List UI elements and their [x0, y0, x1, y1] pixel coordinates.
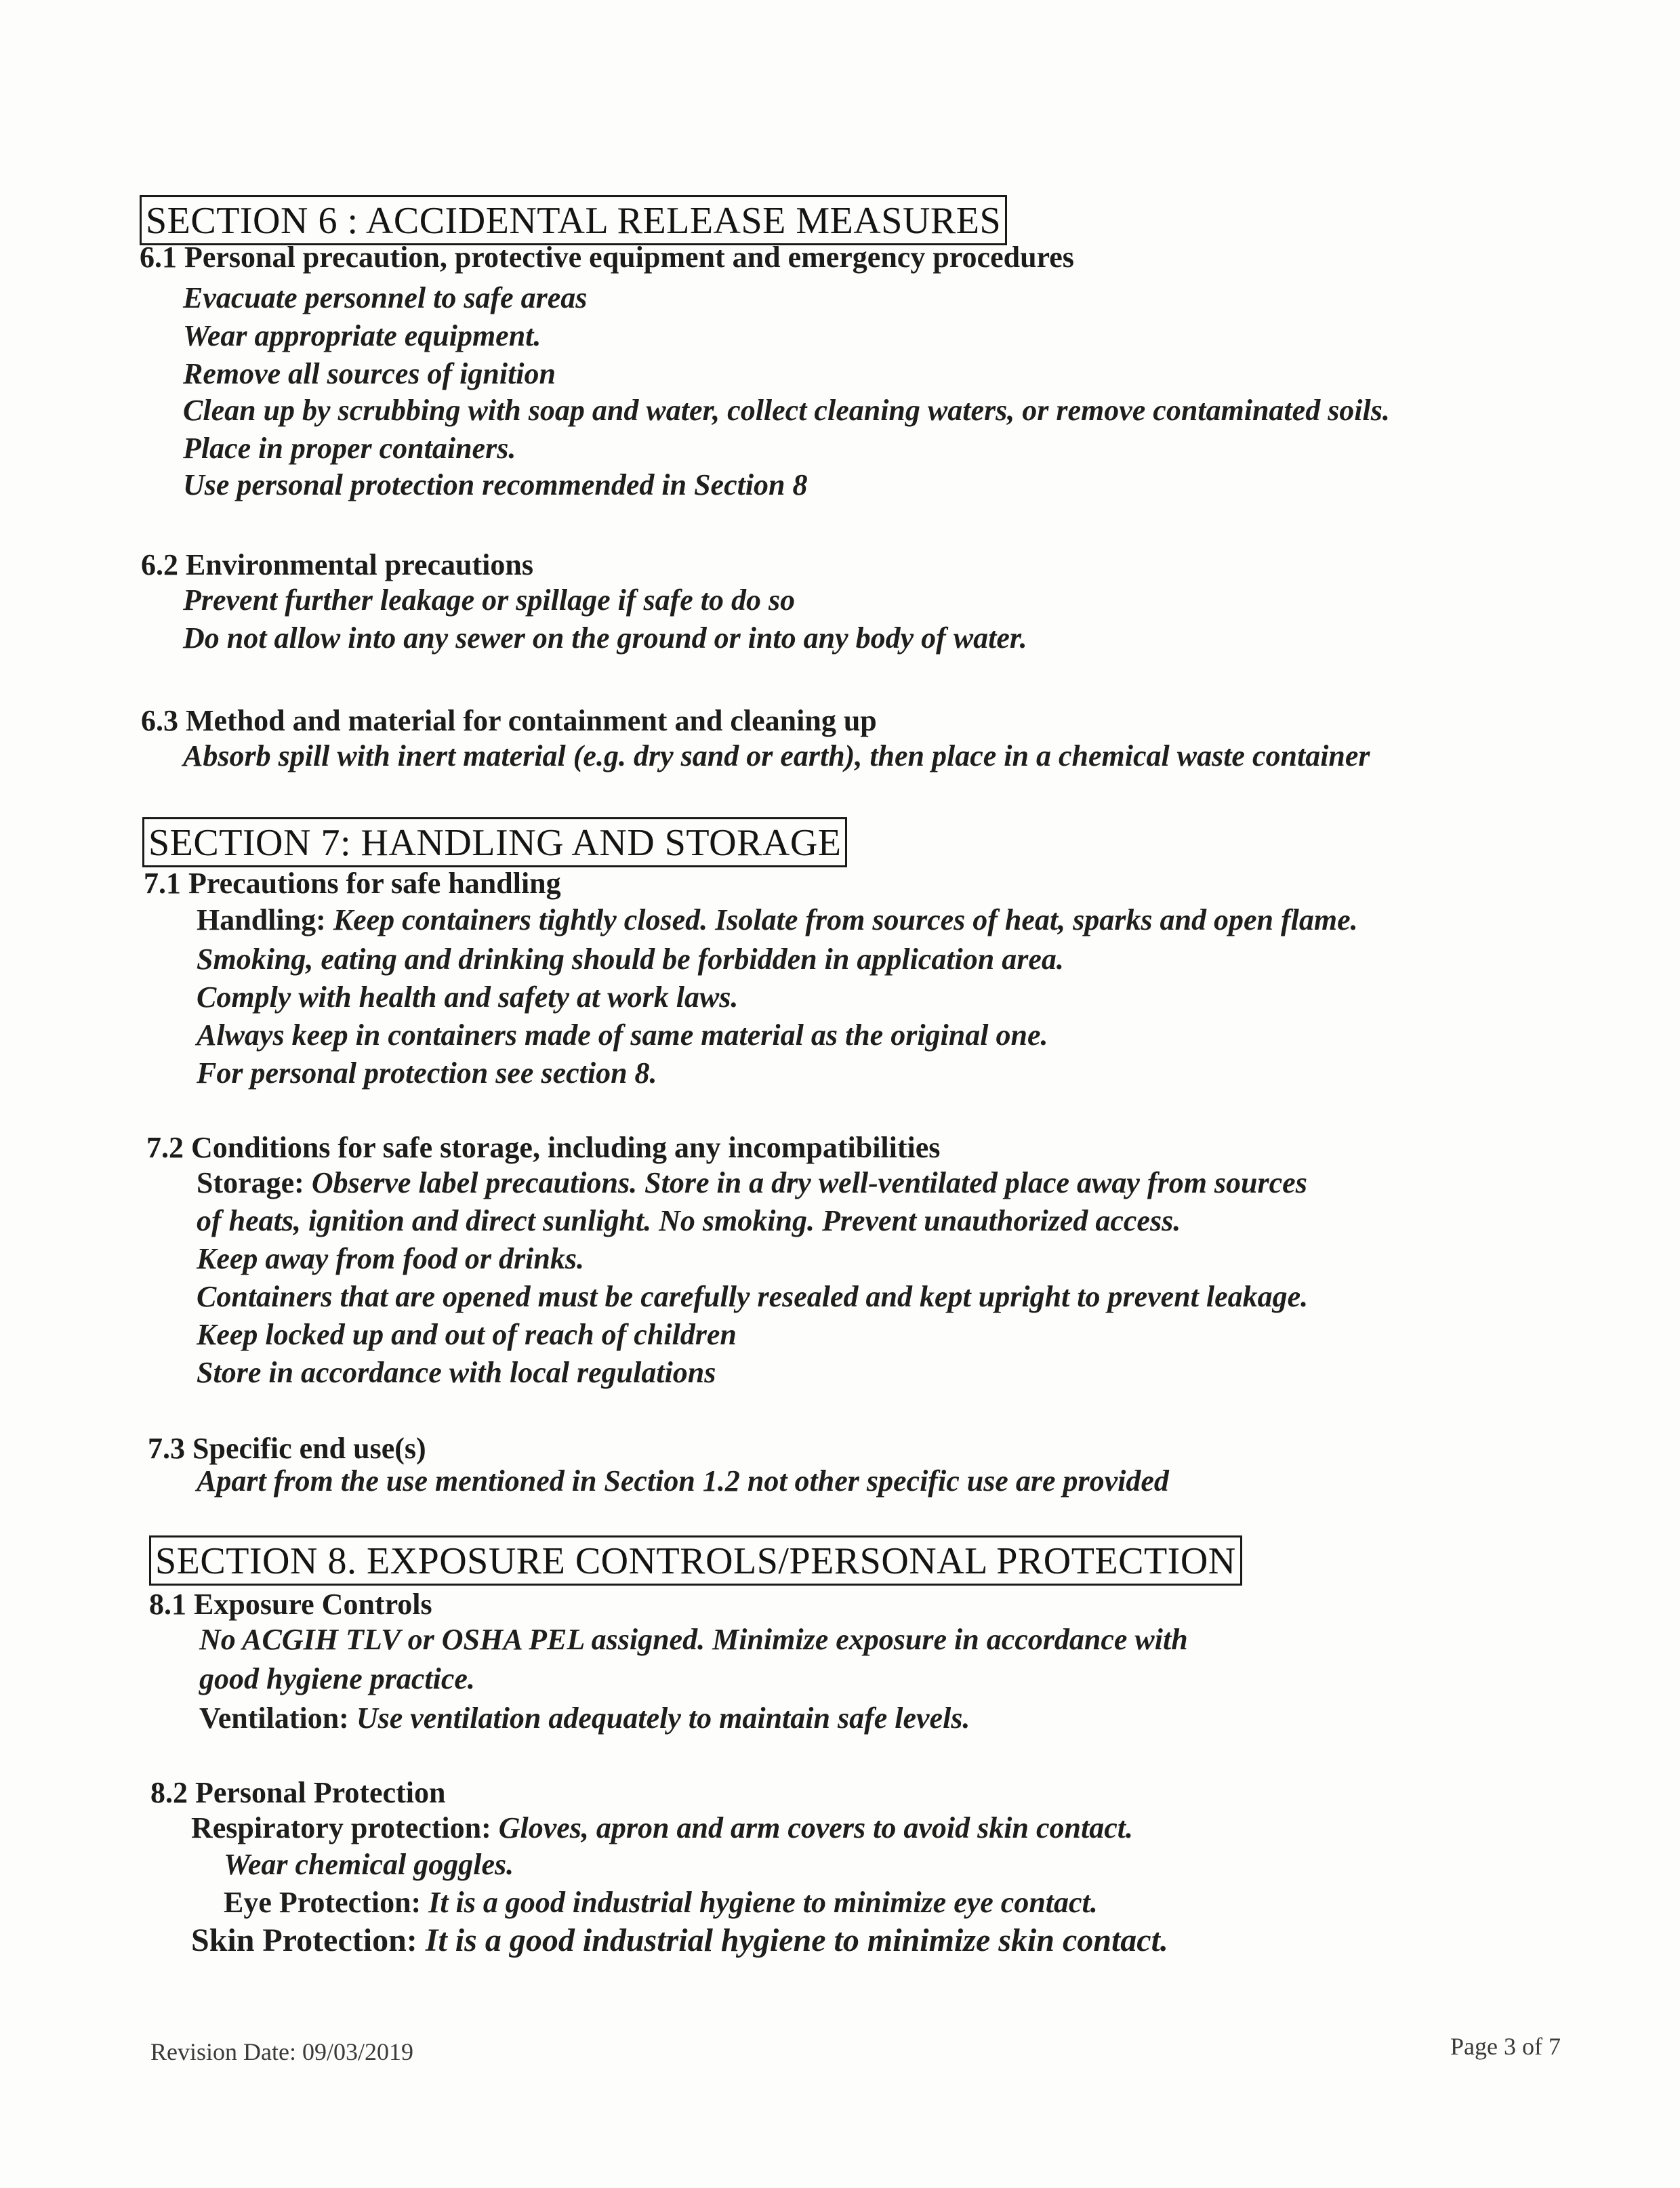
respiratory-line: [191, 1811, 1133, 1846]
heading-8-1: 8.1 Exposure Controls: [149, 1588, 432, 1621]
heading-7-3: 7.3 Specific end use(s): [148, 1432, 426, 1465]
eye-protection-line: [224, 1885, 1098, 1920]
ventilation-line: [199, 1701, 970, 1736]
section-7-title: SECTION 7: HANDLING AND STORAGE: [142, 817, 847, 867]
text-7-3-line: Apart from the use mentioned in Section 1.2 not other specific use are provided: [197, 1464, 1169, 1498]
eye-protection-text: It is a good industrial hygiene to minimize eye contact.: [421, 1886, 1098, 1919]
text-7-1-line: Smoking, eating and drinking should be forbidden in application area.: [197, 943, 1064, 976]
heading-6-1: 6.1 Personal precaution, protective equipment and emergency procedures: [140, 241, 1074, 274]
text-6-1-line: Wear appropriate equipment.: [183, 319, 541, 352]
text-7-2-line: Containers that are opened must be carefully resealed and kept upright to prevent leakage.: [197, 1280, 1309, 1313]
ventilation-text: Use ventilation adequately to maintain safe levels.: [348, 1701, 970, 1735]
text-6-2-line: Prevent further leakage or spillage if safe to do so: [183, 583, 796, 617]
text-6-3-line: Absorb spill with inert material (e.g. dry sand or earth), then place in a chemical waste container: [183, 739, 1370, 772]
ventilation-label: Ventilation:: [199, 1701, 349, 1735]
eye-protection-label: Eye Protection:: [224, 1886, 422, 1919]
text-7-2-line: Keep away from food or drinks.: [197, 1242, 584, 1275]
text-7-2-line: Keep locked up and out of reach of children: [197, 1318, 737, 1351]
respiratory-label: Respiratory protection:: [191, 1811, 491, 1844]
heading-7-1: 7.1 Precautions for safe handling: [144, 867, 561, 900]
storage-line: [197, 1165, 1307, 1201]
handling-label: Handling:: [197, 903, 326, 936]
revision-date: Revision Date: 09/03/2019: [150, 2038, 413, 2065]
text-6-2-line: Do not allow into any sewer on the ground or into any body of water.: [183, 621, 1027, 655]
text-6-1-line: Evacuate personnel to safe areas: [183, 281, 588, 314]
skin-protection-line: [191, 1923, 1168, 1958]
text-7-2-line: Store in accordance with local regulations: [197, 1356, 716, 1389]
heading-7-2: 7.2 Conditions for safe storage, including any incompatibilities: [146, 1131, 941, 1164]
text-7-2-line: of heats, ignition and direct sunlight. No smoking. Prevent unauthorized access.: [197, 1204, 1181, 1237]
handling-line: [197, 903, 1358, 938]
text-6-1-line: Remove all sources of ignition: [183, 357, 556, 390]
text-8-1-line: No ACGIH TLV or OSHA PEL assigned. Minimize exposure in accordance with: [199, 1623, 1188, 1656]
heading-6-2: 6.2 Environmental precautions: [141, 548, 533, 581]
section-6-title: SECTION 6 : ACCIDENTAL RELEASE MEASURES: [140, 195, 1007, 245]
handling-text: Keep containers tightly closed. Isolate from sources of heat, sparks and open flame.: [325, 903, 1358, 936]
heading-8-2: 8.2 Personal Protection: [150, 1776, 446, 1809]
text-7-1-line: For personal protection see section 8.: [197, 1056, 657, 1090]
text-8-1-line: good hygiene practice.: [199, 1662, 475, 1695]
storage-label: Storage:: [197, 1166, 304, 1199]
text-7-1-line: Comply with health and safety at work laws.: [197, 981, 739, 1014]
text-6-1-line: Use personal protection recommended in Section 8: [183, 468, 808, 501]
goggles-line: Wear chemical goggles.: [224, 1848, 514, 1881]
skin-protection-label: Skin Protection:: [191, 1922, 417, 1958]
respiratory-text: Gloves, apron and arm covers to avoid skin contact.: [491, 1811, 1133, 1844]
heading-6-3: 6.3 Method and material for containment and cleaning up: [141, 704, 877, 737]
text-7-1-line: Always keep in containers made of same material as the original one.: [197, 1018, 1048, 1052]
page-number: Page 3 of 7: [1450, 2033, 1561, 2060]
text-6-1-line: Clean up by scrubbing with soap and water, collect cleaning waters, or remove contaminated soils.: [183, 394, 1390, 427]
section-8-title: SECTION 8. EXPOSURE CONTROLS/PERSONAL PROTECTION: [149, 1535, 1242, 1586]
text-6-1-line: Place in proper containers.: [183, 432, 516, 465]
storage-text: Observe label precautions. Store in a dry well-ventilated place away from sources: [304, 1166, 1307, 1199]
skin-protection-text: It is a good industrial hygiene to minimize skin contact.: [417, 1922, 1168, 1958]
